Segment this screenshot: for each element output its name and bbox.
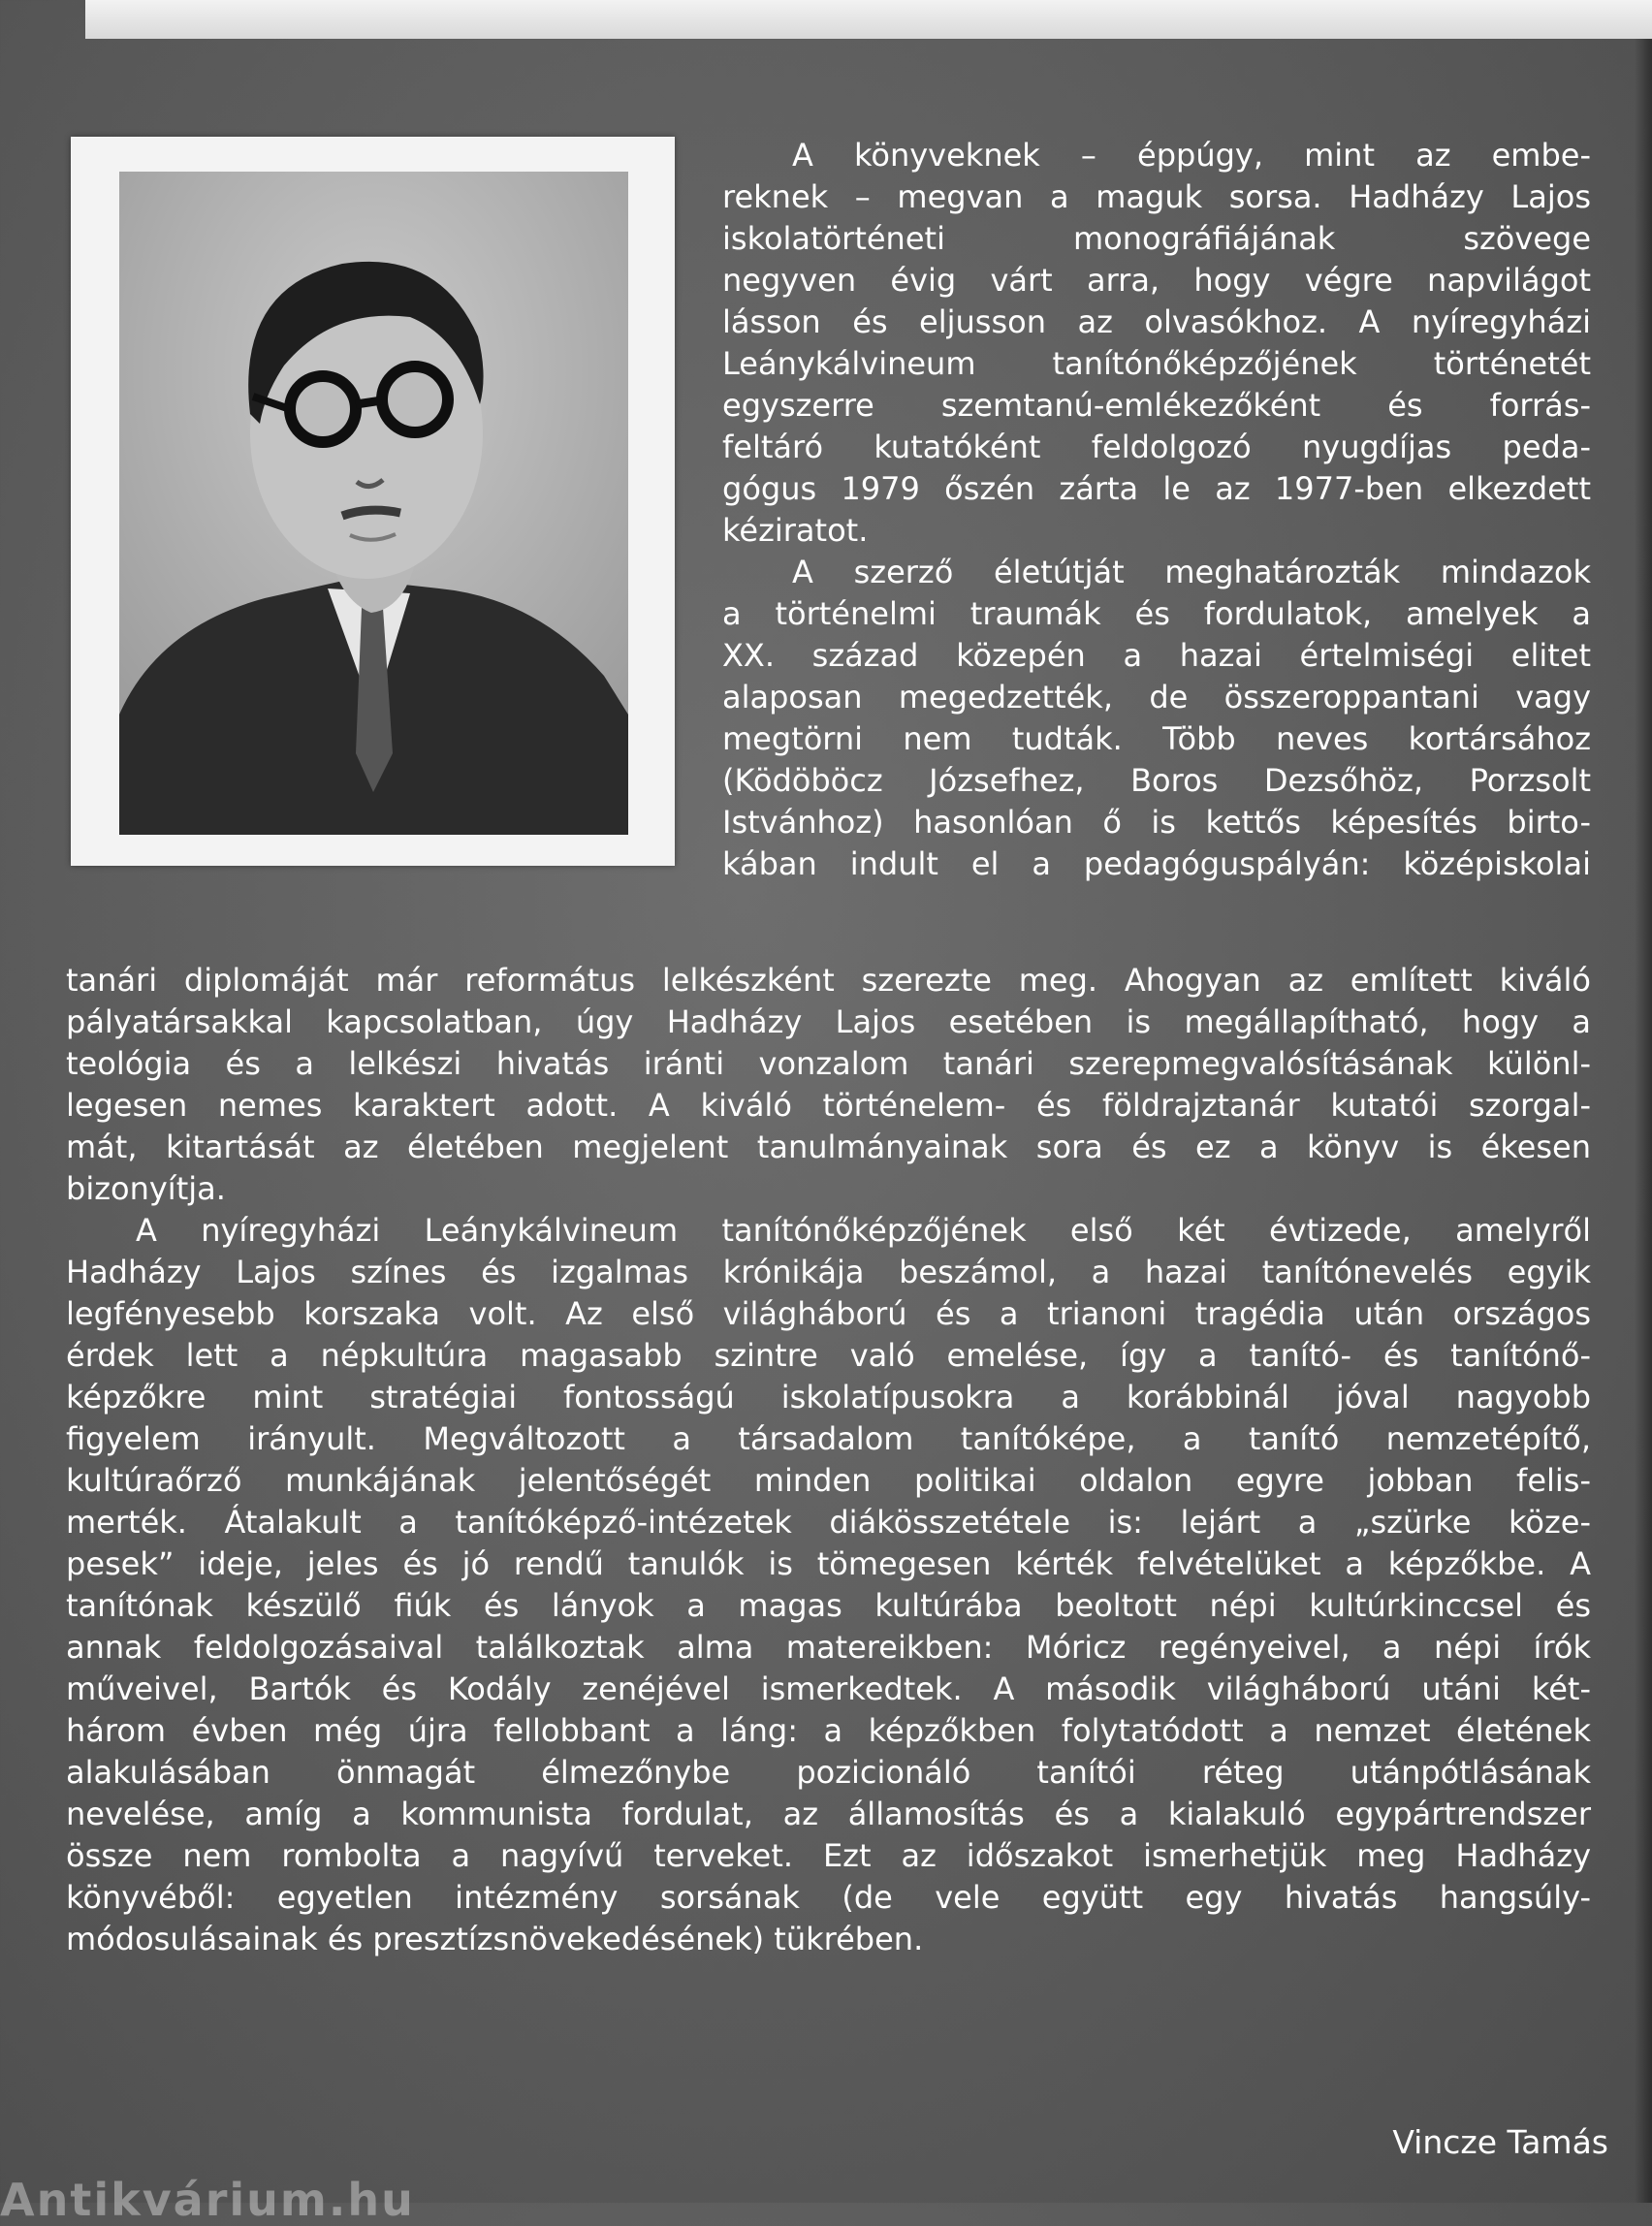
text-line: a történelmi traumák és fordulatok, amelyek a xyxy=(722,595,1591,632)
text-line: XX. század közepén a hazai értelmiségi elitet xyxy=(722,637,1591,674)
text-line: lásson és eljusson az olvasókhoz. A nyíregyházi xyxy=(722,303,1591,340)
text-line: mát, kitartását az életében megjelent tanulmányainak sora és ez a könyv is ékesen xyxy=(66,1129,1591,1165)
glasses-bridge xyxy=(356,400,382,404)
top-page-band xyxy=(85,0,1652,39)
text-line: alakulásában önmagát élmezőnybe pozicionáló tanítói réteg utánpótlásának xyxy=(66,1754,1591,1791)
text-line: Istvánhoz) hasonlóan ő is kettős képesítés birto- xyxy=(722,804,1591,841)
text-line: A nyíregyházi Leánykálvineum tanítónőképzőjének első két évtizede, amelyről xyxy=(136,1212,1591,1249)
portrait-illustration xyxy=(119,172,628,835)
text-line: gógus 1979 őszén zárta le az 1977-ben elkezdett xyxy=(722,470,1591,507)
text-line: pályatársakkal kapcsolatban, úgy Hadházy Lajos esetében is megállapítható, hogy a xyxy=(66,1003,1591,1040)
text-line: feltáró kutatóként feldolgozó nyugdíjas peda- xyxy=(722,429,1591,465)
text-line: nevelése, amíg a kommunista fordulat, az államosítás és a kialakuló egypártrendszer xyxy=(66,1796,1591,1832)
text-line: Hadházy Lajos színes és izgalmas krónikája beszámol, a hazai tanítónevelés egyik xyxy=(66,1254,1591,1290)
text-line: kában indult el a pedagóguspályán: középiskolai xyxy=(722,845,1591,882)
text-line: pesek” ideje, jeles és jó rendű tanulók is tömegesen kérték felvételüket a képzőkbe. A xyxy=(66,1545,1591,1582)
page-edge-shadow xyxy=(1635,39,1652,2203)
watermark xyxy=(0,2174,415,2226)
text-line: három évben még újra fellobbant a láng: a képzőkben folytatódott a nemzet életének xyxy=(66,1712,1591,1749)
portrait-photo xyxy=(119,172,628,835)
text-line: könyvéből: egyetlen intézmény sorsának (de vele együtt egy hivatás hangsúly- xyxy=(66,1879,1591,1916)
text-line: össze nem rombolta a nagyívű terveket. Ezt az időszakot ismerhetjük meg Hadházy xyxy=(66,1837,1591,1874)
text-line: egyszerre szemtanú-emlékezőként és forrás- xyxy=(722,387,1591,424)
text-line: kultúraőrző munkájának jelentőségét minden politikai oldalon egyre jobban felis- xyxy=(66,1462,1591,1499)
text-line: figyelem irányult. Megváltozott a társadalom tanítóképe, a tanító nemzetépítő, xyxy=(66,1420,1591,1457)
text-line: annak feldolgozásaival találkoztak alma matereikben: Móricz regényeivel, a népi írók xyxy=(66,1629,1591,1666)
text-line: negyven évig várt arra, hogy végre napvilágot xyxy=(722,262,1591,299)
text-line: bizonyítja. xyxy=(66,1170,226,1207)
author-signature: Vincze Tamás xyxy=(1392,2123,1608,2161)
text-line: módosulásainak és presztízsnövekedésének) tükrében. xyxy=(66,1921,924,1957)
glasses-left-lens xyxy=(290,376,356,442)
text-line: legesen nemes karaktert adott. A kiváló történelem- és földrajztanár kutatói szorgal- xyxy=(66,1087,1591,1124)
text-line: alaposan megedzették, de összeroppantani vagy xyxy=(722,679,1591,716)
text-line: (Ködöböcz Józsefhez, Boros Dezsőhöz, Porzsolt xyxy=(722,762,1591,799)
portrait-frame xyxy=(71,137,675,866)
text-line: tanári diplomáját már református lelkészként szerezte meg. Ahogyan az említett kiváló xyxy=(66,962,1591,999)
text-line: A könyveknek – éppúgy, mint az embe- xyxy=(792,137,1591,174)
text-line: műveivel, Bartók és Kodály zenéjével ismerkedtek. A második világháború utáni két- xyxy=(66,1670,1591,1707)
text-line: A szerző életútját meghatározták mindazok xyxy=(792,554,1591,590)
side-paragraphs xyxy=(722,135,1591,885)
text-line: Leánykálvineum tanítónőképzőjének történetét xyxy=(722,345,1591,382)
text-line: tanítónak készülő fiúk és lányok a magas kultúrába beoltott népi kultúrkinccsel és xyxy=(66,1587,1591,1624)
watermark-text: Antikvárium.hu xyxy=(0,2174,415,2226)
glasses-right-lens xyxy=(382,366,448,432)
full-paragraphs xyxy=(66,960,1591,1960)
text-line: merték. Átalakult a tanítóképző-intézetek diákösszetétele is: lejárt a „szürke köze- xyxy=(66,1504,1591,1541)
text-line: kéziratot. xyxy=(722,512,869,549)
text-line: képzőkre mint stratégiai fontosságú iskolatípusokra a korábbinál jóval nagyobb xyxy=(66,1379,1591,1415)
text-line: reknek – megvan a maguk sorsa. Hadházy Lajos xyxy=(722,178,1591,215)
text-line: teológia és a lelkészi hivatás iránti vonzalom tanári szerepmegvalósításának különl- xyxy=(66,1045,1591,1082)
text-line: megtörni nem tudták. Több neves kortársához xyxy=(722,720,1591,757)
text-line: legfényesebb korszaka volt. Az első világháború és a trianoni tragédia után országos xyxy=(66,1295,1591,1332)
text-line: érdek lett a népkultúra magasabb szintre való emelése, így a tanító- és tanítónő- xyxy=(66,1337,1591,1374)
text-line: iskolatörténeti monográfiájának szövege xyxy=(722,220,1591,257)
